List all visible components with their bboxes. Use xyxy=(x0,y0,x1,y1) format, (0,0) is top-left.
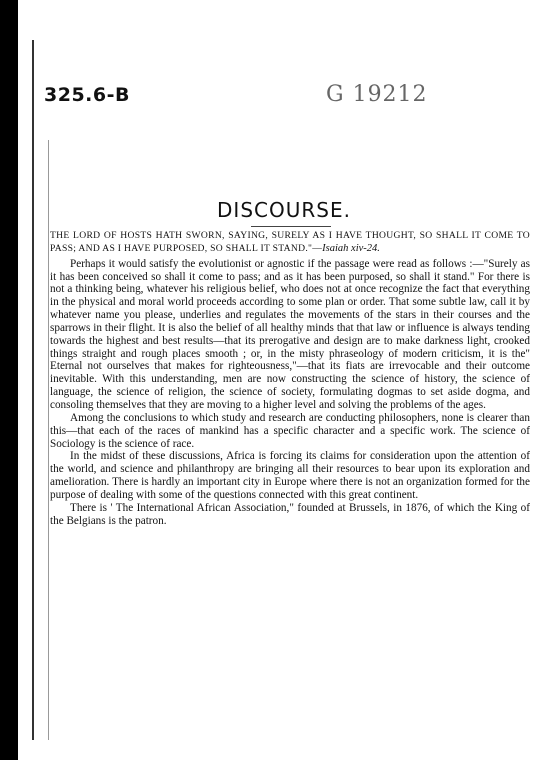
paragraph: In the midst of these discussions, Africa is forcing its claims for consideration upon the attention of the world, and science and philanthropy are bringing all their resources to bear upon its exploration and amelioration. There is hardly an important city in Europe where there is not an organization formed for the purpose of dealing with some of the questions connected with this great continent. xyxy=(50,450,530,501)
document-page xyxy=(18,0,550,760)
paragraph: Perhaps it would satisfy the evolutionist or agnostic if the passage were read as follows :—"Surely as it has been conceived so shall it come to pass; and as it has been purposed, so shall it stand." For there is not a thinking being, whatever his religious belief, who does not at once recognize the fact that everything in the physical and moral world proceeds according to some plan or order. That some subtle law, call it by whatever name you please, underlies and regulates the movements of the stars in their courses and the sparrows in their flight. It is also the belief of all healthy minds that that law or influence is always tending towards the highest and best results—that its prerogative and design are to make darkness light, crooked things straight and rough places smooth ; or, in the misty phraseology of modern criticism, it is the" Eternal not ourselves that makes for righteousness,"—that its fiats are irrevocable and their outcome inevitable. With this understanding, men are now constructing the science of history, the science of language, the science of religion, the science of society, formulating dogmas to set aside dogma, and consoling themselves that they are moving to a higher level and solving the problems of the ages. xyxy=(50,257,530,411)
epigraph-text: THE LORD OF HOSTS HATH SWORN, SAYING, SURELY AS I HAVE THOUGHT, SO SHALL IT COME TO PASS; AND AS I HAVE PURPOSED, SO SHALL IT STAND."— xyxy=(50,230,530,254)
binding-edge-line xyxy=(32,40,34,740)
title-rule xyxy=(251,226,331,227)
paragraph: There is ' The International African Association," founded at Brussels, in 1876, of which the King of the Belgians is the patron. xyxy=(50,501,530,527)
call-number: 325.6-B xyxy=(44,84,130,106)
epigraph xyxy=(50,230,530,256)
epigraph-citation: Isaiah xiv-24. xyxy=(322,242,380,254)
binding-shadow-line xyxy=(48,140,49,740)
page-title: DISCOURSE. xyxy=(217,198,351,222)
paragraph: Among the conclusions to which study and research are conducting philosophers, none is clearer than this—that each of the races of mankind has a specific character and a specific work. The science of Sociology is the science of race. xyxy=(50,411,530,450)
accession-stamp: G 19212 xyxy=(326,82,428,107)
body-text xyxy=(50,230,530,527)
